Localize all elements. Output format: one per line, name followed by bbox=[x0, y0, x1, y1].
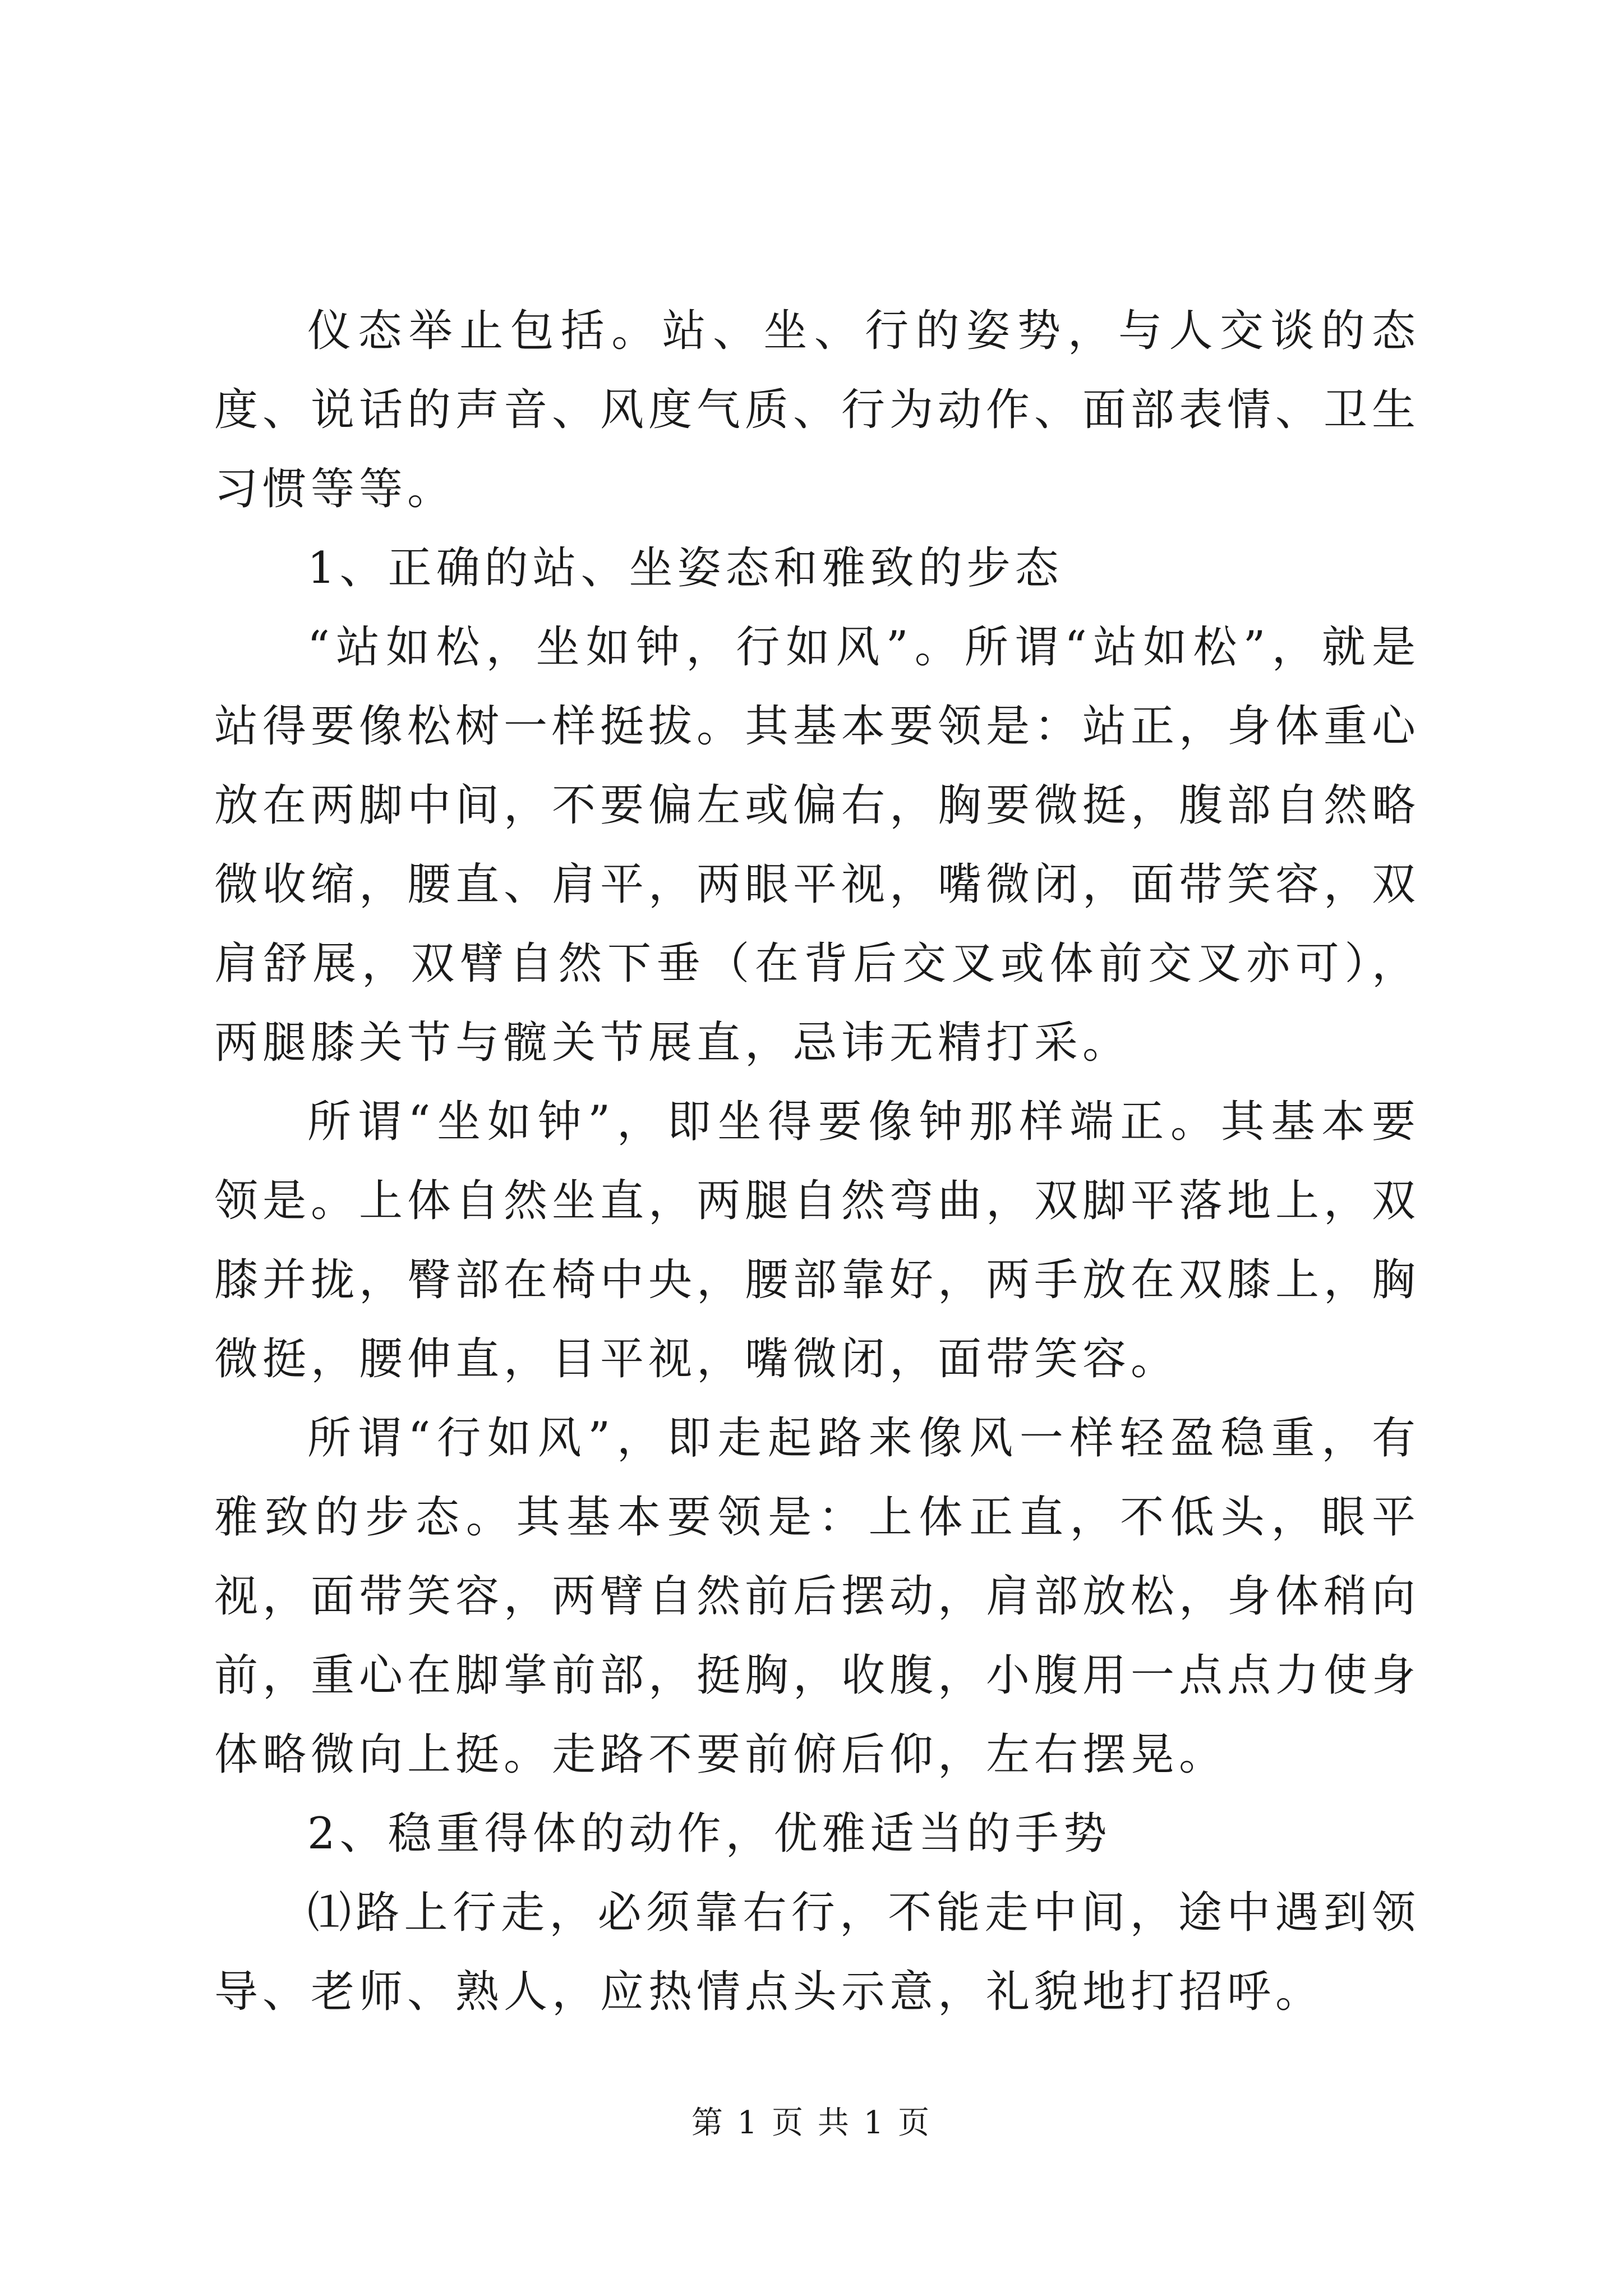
page-footer: 第 1 页 共 1 页 bbox=[691, 2105, 932, 2141]
paragraph-standing: “站如松，坐如钟，行如风”。所谓“站如松”，就是站得要像松树一样挺拔。其基本要领是：站正，身体重心放在两脚中间，不要偏左或偏右，胸要微挺，腹部自然略微收缩，腰直、肩平，两眼平视，嘴微闭，面带笑容，双肩舒展，双臂自然下垂（在背后交叉或体前交叉亦可），两腿膝关节与髋关节展直，忌讳无精打采。 bbox=[214, 622, 1421, 1068]
paragraph-intro: 仪态举止包括。站、坐、行的姿势，与人交谈的态度、说话的声音、风度气质、行为动作、面部表情、卫生习惯等等。 bbox=[214, 306, 1421, 514]
paragraph-road-walking: ⑴路上行走，必须靠右行，不能走中间，途中遇到领导、老师、熟人，应热情点头示意，礼貌地打招呼。 bbox=[214, 1888, 1420, 2017]
document-body bbox=[214, 292, 1420, 2032]
heading-section-1: 1、正确的站、坐姿态和雅致的步态 bbox=[307, 543, 1063, 593]
heading-section-2: 2、稳重得体的动作，优雅适当的手势 bbox=[307, 1809, 1112, 1859]
paragraph-walking: 所谓“行如风”，即走起路来像风一样轻盈稳重，有雅致的步态。其基本要领是：上体正直，不低头，眼平视，面带笑容，两臂自然前后摆动，肩部放松，身体稍向前，重心在脚掌前部，挺胸，收腹，小腹用一点点力使身体略微向上挺。走路不要前俯后仰，左右摆晃。 bbox=[214, 1413, 1421, 1780]
paragraph-sitting: 所谓“坐如钟”，即坐得要像钟那样端正。其基本要领是。上体自然坐直，两腿自然弯曲，双脚平落地上，双膝并拢，臀部在椅中央，腰部靠好，两手放在双膝上，胸微挺，腰伸直，目平视，嘴微闭，面带笑容。 bbox=[214, 1097, 1421, 1384]
